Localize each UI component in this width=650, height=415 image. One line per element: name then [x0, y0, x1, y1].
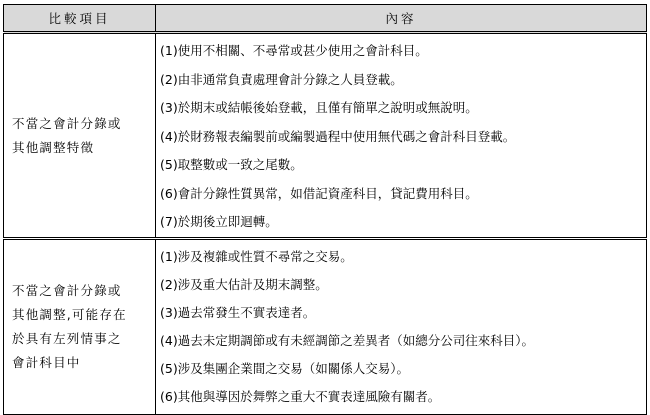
list-item: (2)由非通常負責處理會計分錄之人員登載。: [160, 71, 403, 87]
row-label-line: 不當之會計分錄或: [12, 115, 122, 131]
list-item: (1)涉及複雜或性質不尋常之交易。: [160, 249, 353, 264]
row-label-line: 不當之會計分錄或: [12, 283, 122, 298]
row-label-line: 其他調整特徵: [12, 139, 95, 155]
comparison-table: [3, 4, 647, 415]
table-row: [4, 239, 647, 415]
characteristics-list: [156, 33, 647, 239]
table-header-row: [4, 5, 647, 33]
row-label-line: 其他調整,可能存在: [12, 307, 127, 322]
list-item: (6)會計分錄性質異常，如借記資產科目，貸記費用科目。: [160, 185, 478, 201]
list-item: (5)涉及集團企業間之交易（如關係人交易）。: [160, 361, 409, 376]
row-label-improper-entry-characteristics: [4, 33, 156, 239]
accounts-at-risk-list: [156, 239, 647, 415]
list-item: (2)涉及重大估計及期末調整。: [160, 277, 328, 292]
list-item: (4)於財務報表編製前或編製過程中使用無代碼之會計科目登載。: [160, 128, 516, 144]
row-label-accounts-at-risk: [4, 239, 156, 415]
row-label-line: 會計科目中: [12, 355, 81, 370]
list-item: (3)過去常發生不實表達者。: [160, 305, 316, 320]
row-label-line: 於具有左列情事之: [12, 331, 122, 346]
list-item: (4)過去未定期調節或有未經調節之差異者（如總分公司往來科目）。: [160, 333, 534, 348]
header-comparison-item: 比較項目: [4, 5, 156, 33]
list-item: (3)於期末或結帳後始登載，且僅有簡單之說明或無說明。: [160, 100, 478, 115]
list-item: (6)其他與導因於舞弊之重大不實表達風險有關者。: [160, 389, 441, 404]
table-row: [4, 33, 647, 239]
header-content: 內容: [156, 5, 647, 33]
list-item: (7)於期後立即迴轉。: [160, 214, 278, 229]
list-item: (1)使用不相關、不尋常或甚少使用之會計科目。: [160, 43, 428, 58]
list-item: (5)取整數或一致之尾數。: [160, 157, 303, 172]
